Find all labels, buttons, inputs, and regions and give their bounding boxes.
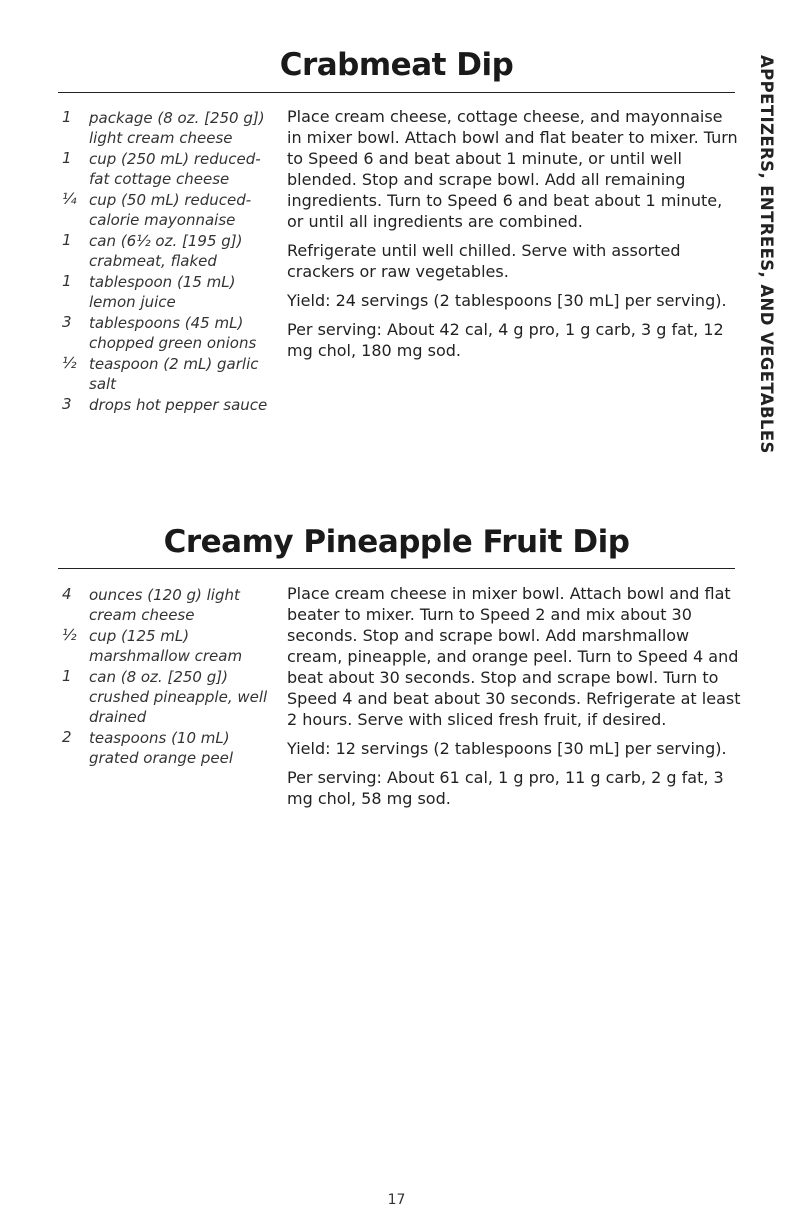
recipe-directions xyxy=(287,583,742,817)
ingredient-qty: 2 xyxy=(62,728,72,746)
ingredient-qty: 3 xyxy=(62,313,72,331)
ingredient-qty: 1 xyxy=(62,108,72,126)
ingredient-text: ounces (120 g) light cream cheese xyxy=(89,586,240,624)
ingredient-item xyxy=(62,395,272,415)
title-rule xyxy=(58,568,735,569)
ingredient-item xyxy=(62,626,272,666)
ingredient-item xyxy=(62,231,272,271)
ingredient-item xyxy=(62,108,272,148)
ingredient-text: cup (125 mL) marshmallow cream xyxy=(89,627,243,665)
ingredient-item xyxy=(62,728,272,768)
title-rule xyxy=(58,92,735,93)
ingredient-text: teaspoon (2 mL) garlic salt xyxy=(89,355,259,393)
ingredient-item xyxy=(62,354,272,394)
ingredient-qty: ½ xyxy=(62,354,77,372)
section-side-tab xyxy=(750,55,780,454)
section-tab-label: APPETIZERS, ENTREES, AND VEGETABLES xyxy=(757,55,776,454)
yield-text: Yield: 24 servings (2 tablespoons [30 mL] per serving). xyxy=(287,291,727,310)
ingredient-qty: 1 xyxy=(62,231,72,249)
directions-paragraph: Refrigerate until well chilled. Serve with assorted crackers or raw vegetables. xyxy=(287,241,681,281)
yield-text: Yield: 12 servings (2 tablespoons [30 mL] per serving). xyxy=(287,739,727,758)
nutrition-text: Per serving: About 42 cal, 4 g pro, 1 g carb, 3 g fat, 12 mg chol, 180 mg sod. xyxy=(287,320,724,360)
ingredient-item xyxy=(62,585,272,625)
directions-paragraph: Place cream cheese in mixer bowl. Attach bowl and flat beater to mixer. Turn to Speed 2 and mix about 30 seconds. Stop and scrape bowl. Add marshmallow cream, pineapple, and orange peel. Turn to Speed 4 and beat about 30 seconds. Stop and scrape bowl. Turn to Speed 4 and beat about 30 seconds. Refrigerate at least 2 hours. Serve with sliced fresh fruit, if desired. xyxy=(287,584,741,729)
recipe-directions xyxy=(287,106,742,369)
ingredient-qty: 1 xyxy=(62,272,72,290)
ingredient-item xyxy=(62,667,272,727)
ingredient-qty: ½ xyxy=(62,626,77,644)
ingredient-qty: 1 xyxy=(62,667,72,685)
ingredient-list xyxy=(62,108,272,416)
ingredient-text: tablespoon (15 mL) lemon juice xyxy=(89,273,236,311)
ingredient-text: package (8 oz. [250 g]) light cream cheese xyxy=(89,109,265,147)
ingredient-item xyxy=(62,149,272,189)
ingredient-item xyxy=(62,313,272,353)
ingredient-item xyxy=(62,190,272,230)
ingredient-item xyxy=(62,272,272,312)
ingredient-text: can (6½ oz. [195 g]) crabmeat, flaked xyxy=(89,232,243,270)
recipe-title: Crabmeat Dip xyxy=(279,47,514,83)
ingredient-text: drops hot pepper sauce xyxy=(89,396,268,414)
ingredient-text: teaspoons (10 mL) grated orange peel xyxy=(89,729,233,767)
ingredient-text: cup (50 mL) reduced-calorie mayonnaise xyxy=(89,191,252,229)
ingredient-qty: 4 xyxy=(62,585,72,603)
ingredient-text: cup (250 mL) reduced-fat cottage cheese xyxy=(89,150,261,188)
nutrition-text: Per serving: About 61 cal, 1 g pro, 11 g carb, 2 g fat, 3 mg chol, 58 mg sod. xyxy=(287,768,724,808)
ingredient-text: tablespoons (45 mL) chopped green onions xyxy=(89,314,257,352)
ingredient-qty: 1 xyxy=(62,149,72,167)
page-number: 17 xyxy=(387,1192,406,1208)
ingredient-list xyxy=(62,585,272,769)
directions-paragraph: Place cream cheese, cottage cheese, and mayonnaise in mixer bowl. Attach bowl and flat beater to mixer. Turn to Speed 6 and beat about 1 minute, or until well blended. Stop and scrape bowl. Add all remaining ingredients. Turn to Speed 6 and beat about 1 minute, or until all ingredients are combined. xyxy=(287,107,738,231)
ingredient-qty: ¼ xyxy=(62,190,77,208)
ingredient-qty: 3 xyxy=(62,395,72,413)
ingredient-text: can (8 oz. [250 g]) crushed pineapple, well drained xyxy=(89,668,268,726)
recipe-title: Creamy Pineapple Fruit Dip xyxy=(163,524,630,560)
